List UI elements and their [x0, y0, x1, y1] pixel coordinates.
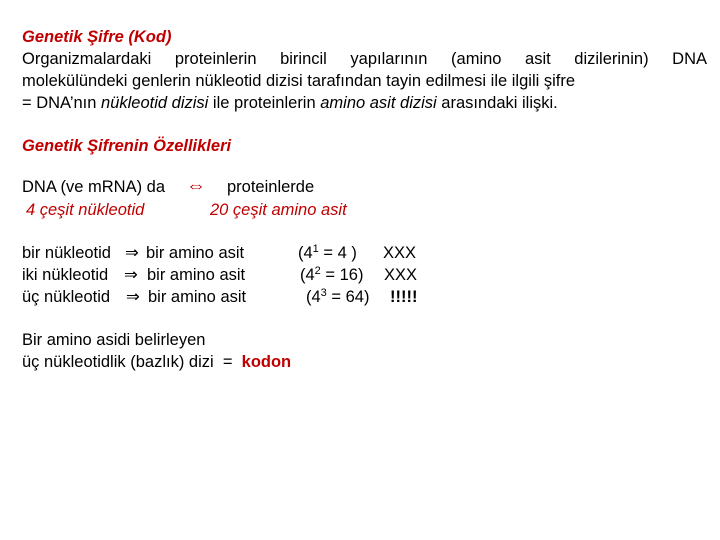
- definition-line-3: [22, 92, 558, 114]
- row-1-result: = 4 ): [318, 244, 357, 262]
- row-2-left: iki nükleotid: [22, 266, 109, 284]
- term-nucleotide-sequence: nükleotid dizisi: [101, 94, 209, 112]
- row-2-right: bir amino asit: [147, 266, 246, 284]
- relation-left-sub: 4 çeşit nükleotid: [26, 201, 145, 219]
- row-2-result: = 16): [320, 266, 364, 284]
- definition-mid: ile proteinlerin: [208, 94, 321, 112]
- codon-definition: üç nükleotidlik (bazlık) dizi =: [22, 353, 242, 371]
- section-heading: Genetik Şifrenin Özellikleri: [22, 137, 232, 155]
- row-3-result: = 64): [326, 288, 370, 306]
- row-2-base: (4: [300, 266, 315, 284]
- row-3-base: (4: [306, 288, 321, 306]
- codon-line-2: [22, 351, 291, 373]
- definition-line-1: Organizmalardaki proteinlerin birincil yapılarının (amino asit dizilerinin) DNA: [22, 50, 707, 68]
- codon-term: kodon: [241, 353, 292, 371]
- row-1-exp: 1: [312, 243, 319, 255]
- row-1-right: bir amino asit: [146, 244, 245, 262]
- implies-arrow-icon: ⇒: [126, 288, 140, 306]
- page-title: Genetik Şifre (Kod): [22, 28, 172, 46]
- definition-suffix: arasındaki ilişki.: [436, 94, 558, 112]
- row-3-right: bir amino asit: [148, 288, 247, 306]
- row-2-exp: 2: [314, 265, 321, 277]
- term-amino-acid-sequence: amino asit dizisi: [320, 94, 437, 112]
- implies-arrow-icon: ⇒: [124, 266, 138, 284]
- definition-line-2: molekülündeki genlerin nükleotid dizisi tarafından tayin edilmesi ile ilgili şifre: [22, 72, 576, 90]
- row-1-left: bir nükleotid: [22, 244, 111, 262]
- double-arrow-icon: ⇔: [186, 175, 206, 197]
- row-3-math: [306, 286, 369, 308]
- row-2-math: [300, 264, 363, 286]
- implies-arrow-icon: ⇒: [125, 244, 139, 262]
- codon-line-1: Bir amino asidi belirleyen: [22, 331, 206, 349]
- row-1-math: [298, 242, 357, 264]
- relation-left: DNA (ve mRNA) da: [22, 178, 166, 196]
- row-2-verdict: XXX: [384, 266, 418, 284]
- row-1-base: (4: [298, 244, 313, 262]
- row-3-left: üç nükleotid: [22, 288, 111, 306]
- relation-right-sub: 20 çeşit amino asit: [210, 201, 347, 219]
- relation-right: proteinlerde: [227, 178, 315, 196]
- row-1-verdict: XXX: [383, 244, 417, 262]
- definition-prefix: = DNA’nın: [22, 94, 102, 112]
- row-3-verdict: !!!!!: [390, 288, 418, 306]
- row-3-exp: 3: [320, 287, 327, 299]
